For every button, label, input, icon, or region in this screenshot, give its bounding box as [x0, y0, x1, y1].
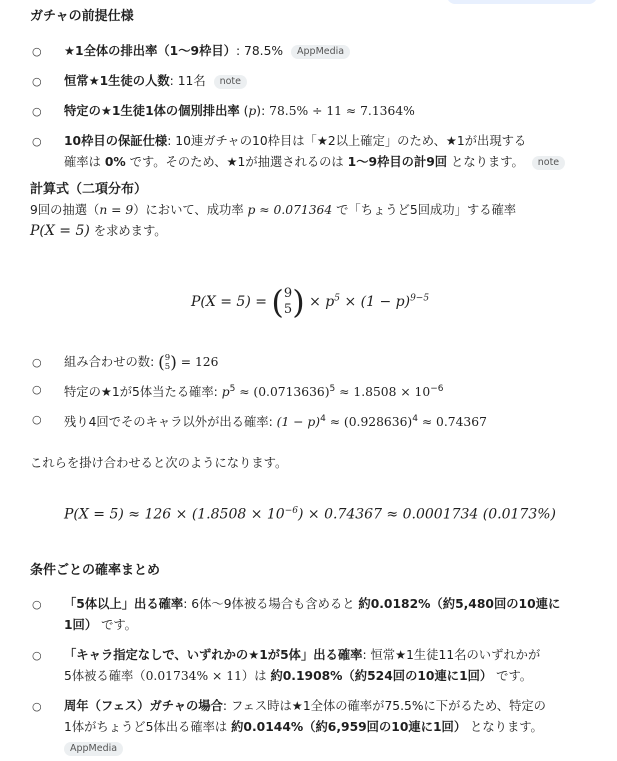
item-text: : 6体〜9体被る場合も含めると: [183, 597, 359, 611]
formula-rhs: × (1 − p): [340, 294, 411, 310]
intro-text: ）において、成功率: [133, 203, 248, 217]
item-text: : 78.5%: [235, 44, 284, 58]
binom-bottom: 5: [164, 361, 171, 372]
formula-rhs: × p: [304, 294, 335, 310]
source-chip[interactable]: note: [532, 156, 565, 170]
bullet-icon: ○: [32, 649, 42, 662]
source-chip[interactable]: AppMedia: [291, 45, 350, 59]
summary-list: [30, 594, 590, 759]
list-item: [30, 379, 590, 403]
item-text: 特定の★1が5体当たる確率:: [64, 385, 222, 400]
result-formula: [30, 506, 590, 523]
item-bold: 周年（フェス）ガチャの場合: [64, 699, 223, 713]
math-expr: ≈ (0.0713636): [235, 385, 330, 400]
math-sup: 4: [320, 414, 326, 425]
bullet-icon: ○: [32, 45, 42, 58]
result-a: P(X = 5) ≈ 126 × (1.8508 × 10: [63, 506, 285, 523]
math-sup: −6: [430, 384, 444, 394]
formula-sup: 9−5: [410, 293, 430, 304]
math-expr: 0.01734% × 11: [145, 669, 242, 683]
item-text: 組み合わせの数:: [64, 355, 159, 369]
math-expr: 78.5% ÷ 11 ≈ 7.1364%: [269, 104, 415, 118]
intro-text: で「ちょうど5回成功」する確率: [332, 203, 517, 217]
binomial-formula: [30, 282, 590, 322]
item-bold: 0%: [104, 155, 126, 169]
result-sup: −6: [284, 506, 298, 516]
math-sup: 5: [329, 384, 336, 394]
binomial-coefficient: ( 9 5 ): [158, 352, 177, 373]
item-bold: 「5体以上」出る確率: [64, 597, 184, 611]
list-item: [30, 131, 590, 173]
bullet-icon: ○: [32, 75, 42, 88]
item-text: ):: [256, 104, 270, 118]
item-text: : フェス時は★1全体の確率が75.5%に下がるため、特定の: [222, 699, 546, 713]
result-b: ) × 0.74367 ≈ 0.0001734 (0.0173%): [298, 506, 556, 523]
intro-text: 9回の抽選（: [30, 203, 100, 217]
source-chip[interactable]: note: [214, 75, 247, 89]
item-text: です。そのため、★1が抽選されるのは: [125, 155, 348, 169]
item-text: 1体がちょうど5体出る確率は: [64, 720, 232, 734]
list-item: [30, 409, 590, 433]
item-text: : 恒常★1生徒11名のいずれかが: [362, 648, 541, 662]
list-item: [30, 645, 590, 687]
premise-list: [30, 41, 590, 173]
item-bold: 恒常★1生徒の人数: [64, 74, 170, 88]
item-text: (: [239, 104, 249, 118]
item-text: : 11名: [169, 74, 206, 88]
item-bold: ★1全体の排出率（1〜9枠目）: [64, 44, 236, 58]
math-expr: ≈ (0.928636): [325, 415, 413, 430]
math-var: p: [248, 104, 257, 118]
list-item: [30, 696, 590, 759]
binom-bottom: 5: [283, 302, 293, 317]
bullet-icon: ○: [32, 598, 42, 611]
math-sup: 4: [412, 414, 418, 425]
item-text: となります。: [447, 155, 524, 169]
binom-top: 9: [164, 352, 171, 363]
binomial-coefficient: ( 9 5 ): [271, 283, 305, 321]
bullet-icon: ○: [32, 135, 42, 148]
list-item: [30, 71, 590, 92]
item-text: です。: [492, 669, 533, 683]
item-text: 5体被る確率（: [64, 669, 146, 683]
summary-title: 条件ごとの確率まとめ: [30, 563, 161, 578]
item-text: 確率は: [64, 155, 105, 169]
item-text: となります。: [466, 720, 543, 734]
formula-title: 計算式（二項分布）: [30, 182, 148, 197]
list-item: [30, 352, 590, 373]
item-text: : 10連ガチャの10枠目は「★2以上確定」のため、★1が出現する: [167, 134, 527, 148]
premise-title: ガチャの前提仕様: [30, 9, 134, 24]
bullet-icon: ○: [32, 356, 42, 369]
math-expr: ≈ 0.74367: [417, 415, 487, 430]
formula-sup: 5: [334, 293, 340, 304]
math-expr: P(X = 5): [30, 223, 90, 239]
item-text: です。: [97, 618, 137, 632]
intro-text: を求めます。: [89, 224, 167, 238]
binom-top: 9: [283, 286, 293, 301]
item-bold: 特定の★1生徒1体の個別排出率: [64, 104, 240, 118]
item-bold: 約0.0182%（約5,480回の10連に: [358, 597, 561, 611]
bullet-icon: ○: [32, 413, 42, 427]
bullet-icon: ○: [32, 105, 42, 118]
combine-text: これらを掛け合わせると次のようになります。: [30, 456, 288, 470]
math-expr: p ≈ 0.071364: [247, 203, 333, 217]
math-expr: (1 − p): [276, 415, 321, 430]
item-bold: 「キャラ指定なしで、いずれかの★1が5体」出る確率: [64, 648, 363, 662]
list-item: [30, 594, 590, 636]
item-bold: 約0.0144%（約6,959回の10連に1回）: [231, 720, 467, 734]
formula-lhs: P(X = 5) =: [190, 294, 272, 310]
source-chip[interactable]: AppMedia: [64, 742, 123, 756]
math-sup: 5: [229, 384, 236, 394]
formula-intro: [30, 200, 590, 242]
list-item: [30, 41, 590, 62]
math-expr: = 126: [176, 355, 219, 369]
top-pill-fragment: [447, 0, 597, 4]
bullet-icon: ○: [32, 383, 42, 396]
math-expr: n = 9: [99, 203, 134, 217]
item-bold: 約0.1908%（約524回の10連に1回）: [270, 669, 493, 683]
math-expr: p: [221, 385, 230, 400]
item-text: 残り4回でそのキャラ以外が出る確率:: [64, 415, 277, 430]
item-text: ）は: [241, 669, 271, 683]
bullet-icon: ○: [32, 700, 42, 713]
list-item: [30, 101, 590, 122]
math-expr: ≈ 1.8508 × 10: [335, 385, 431, 400]
item-bold: 1回）: [64, 618, 98, 632]
formula-list: [30, 352, 590, 433]
item-bold: 10枠目の保証仕様: [64, 134, 168, 148]
item-bold: 1〜9枠目の計9回: [347, 155, 448, 169]
